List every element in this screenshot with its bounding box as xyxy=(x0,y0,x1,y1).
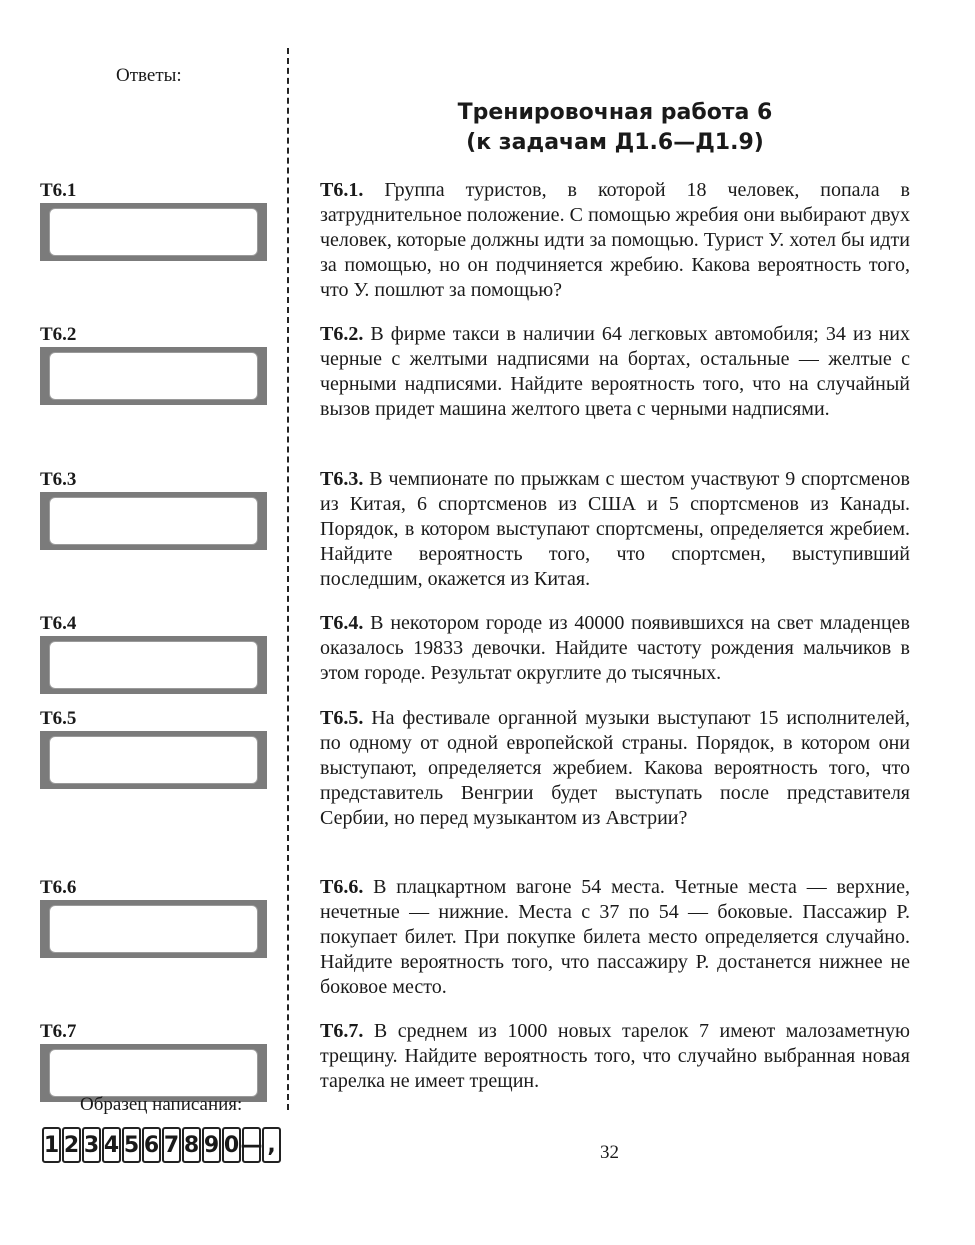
task-text: Группа туристов, в которой 18 человек, попала в затруднительное положение. С помощью жребия они выбирают двух человек, которые должны идти за помощью. Турист У. хотел бы идти за помощью, но он подчиняется жребию. Какова вероятность того, что У. пошлют за помощью? xyxy=(320,179,910,301)
answer-field[interactable] xyxy=(49,352,258,400)
answer-box-t6-2[interactable] xyxy=(40,347,267,405)
task-text: В чемпионате по прыжкам с шестом участвуют 9 спортсменов из Китая, 6 спортсменов из США и 5 спортсменов из Канады. Порядок, в котором выступают спортсмены, определяется жребием. Найдите вероятность того, что спортсмен, выступивший последшим, окажется из Китая. xyxy=(320,468,910,590)
sample-writing-label: Образец написания: xyxy=(80,1094,243,1115)
answer-box-t6-4[interactable] xyxy=(40,636,267,694)
task-number: Т6.1. xyxy=(320,179,364,201)
task-text: В среднем из 1000 новых тарелок 7 имеют малозаметную трещину. Найдите вероятность того, что случайно выбранная новая тарелка не имеет трещин. xyxy=(320,1020,910,1092)
sample-glyph: 0 xyxy=(222,1127,241,1163)
answer-field[interactable] xyxy=(49,736,258,784)
answer-field[interactable] xyxy=(49,641,258,689)
sample-glyph: 3 xyxy=(82,1127,101,1163)
task-text: На фестивале органной музыки выступают 15 исполнителей, по одному от одной европейской страны. Порядок, в котором они выступают, определяется жребием. Какова вероятность того, что представитель Венгрии будет выступать после представителя Сербии, но перед музыкантом из Австрии? xyxy=(320,707,911,829)
task-text: В плацкартном вагоне 54 места. Четные места — верхние, нечетные — нижние. Места с 37 по 54 — боковые. Пассажир Р. покупает билет. При покупке билета место определяется случайно. Найдите вероятность того, что пассажиру Р. достанется нижнее не боковое место. xyxy=(320,876,910,998)
task-text: В некотором городе из 40000 появившихся на свет младенцев оказалось 19833 девочки. Найдите частоту рождения мальчиков в этом городе. Результат округлите до тысячных. xyxy=(320,612,911,684)
task-t6-4 xyxy=(320,611,910,686)
sample-glyph: 8 xyxy=(182,1127,201,1163)
task-number: Т6.5. xyxy=(320,707,364,729)
answer-box-t6-3[interactable] xyxy=(40,492,267,550)
answer-label-t6-1: Т6.1 xyxy=(40,180,77,201)
answer-label-t6-6: Т6.6 xyxy=(40,877,77,898)
task-t6-1 xyxy=(320,178,910,303)
task-number: Т6.4. xyxy=(320,612,364,634)
answer-box-t6-6[interactable] xyxy=(40,900,267,958)
answer-field[interactable] xyxy=(49,905,258,953)
answer-field[interactable] xyxy=(49,1049,258,1097)
answer-field[interactable] xyxy=(49,208,258,256)
task-t6-7 xyxy=(320,1019,910,1094)
answer-field[interactable] xyxy=(49,497,258,545)
sample-glyph: 9 xyxy=(202,1127,221,1163)
sample-glyph: 1 xyxy=(42,1127,61,1163)
task-t6-2 xyxy=(320,322,910,422)
sample-glyph: , xyxy=(262,1127,281,1163)
task-number: Т6.2. xyxy=(320,323,364,345)
answer-label-t6-3: Т6.3 xyxy=(40,469,77,490)
sample-glyph: 5 xyxy=(122,1127,141,1163)
sample-glyph: 2 xyxy=(62,1127,81,1163)
sample-glyph: 7 xyxy=(162,1127,181,1163)
answer-label-t6-4: Т6.4 xyxy=(40,613,77,634)
task-number: Т6.6. xyxy=(320,876,364,898)
task-text: В фирме такси в наличии 64 легковых автомобиля; 34 из них черные с желтыми надписями на бортах, остальные — желтые с черными надписями. Найдите вероятность того, что на случайный вызов придет машина желтого цвета с черными надписями. xyxy=(320,323,910,420)
sample-glyph: — xyxy=(242,1127,261,1163)
title-line-1: Тренировочная работа 6 xyxy=(457,100,773,125)
title-line-2: (к задачам Д1.6—Д1.9) xyxy=(466,130,764,155)
sample-glyph: 4 xyxy=(102,1127,121,1163)
task-t6-5 xyxy=(320,706,910,831)
answer-label-t6-7: Т6.7 xyxy=(40,1021,77,1042)
task-number: Т6.3. xyxy=(320,468,364,490)
task-t6-3 xyxy=(320,467,910,592)
answers-heading: Ответы: xyxy=(116,65,182,86)
worksheet-title xyxy=(320,98,910,158)
page-number: 32 xyxy=(600,1142,619,1163)
sample-writing-glyphs xyxy=(42,1127,281,1163)
task-number: Т6.7. xyxy=(320,1020,364,1042)
answer-label-t6-2: Т6.2 xyxy=(40,324,77,345)
answer-box-t6-5[interactable] xyxy=(40,731,267,789)
task-t6-6 xyxy=(320,875,910,1000)
answer-label-t6-5: Т6.5 xyxy=(40,708,77,729)
cut-line-divider xyxy=(287,48,289,1110)
sample-glyph: 6 xyxy=(142,1127,161,1163)
answer-box-t6-1[interactable] xyxy=(40,203,267,261)
